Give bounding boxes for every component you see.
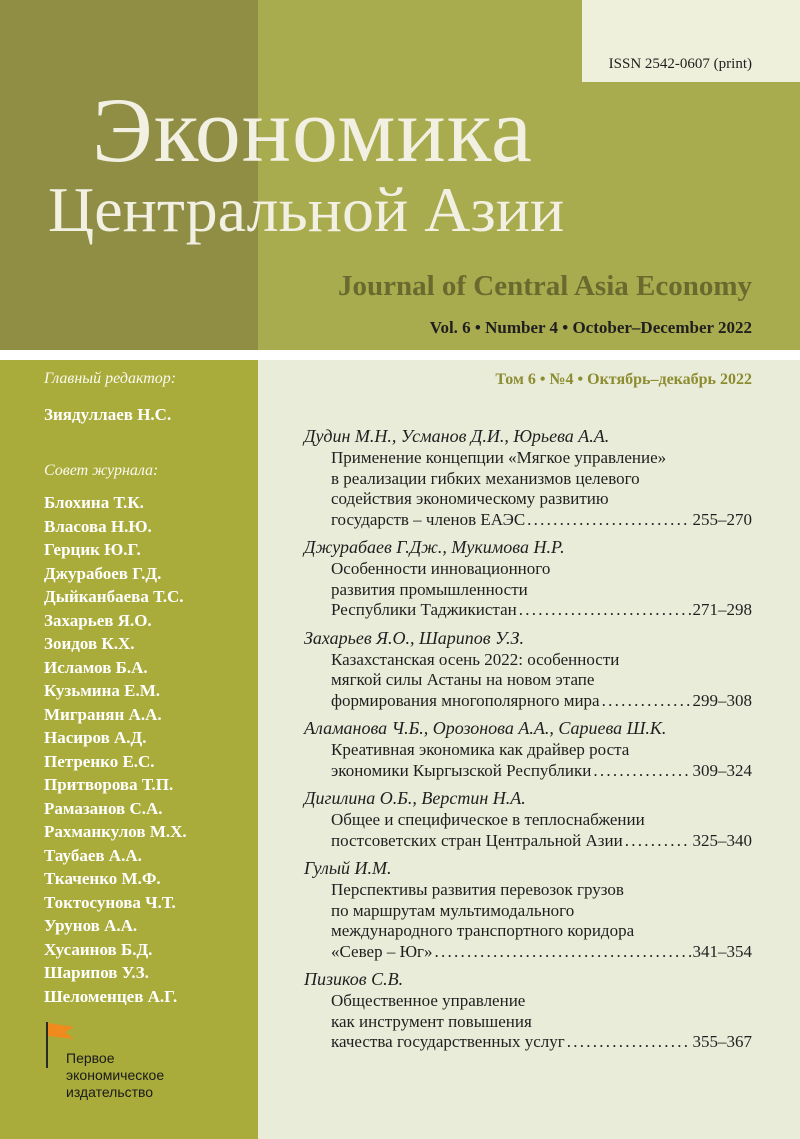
toc-title: [304, 650, 752, 712]
editor-name: Зиядуллаев Н.С.: [44, 405, 172, 424]
toc-title: [304, 559, 752, 621]
toc-title-line: развития промышленности: [331, 579, 528, 599]
issn: ISSN 2542-0607 (print): [608, 56, 752, 72]
divider: [0, 350, 800, 360]
journal-title-line2: Центральной Азии: [48, 174, 565, 245]
toc-pages: 271–298: [692, 600, 752, 619]
board-member: Мигранян А.А.: [44, 704, 162, 724]
toc-entry[interactable]: [304, 425, 752, 530]
toc-authors: Дудин М.Н., Усманов Д.И., Юрьева А.А.: [304, 426, 610, 446]
toc-title-line: Общее и специфическое в теплоснабжении: [331, 810, 645, 829]
toc-dot-leader: [593, 761, 690, 782]
toc-entry[interactable]: [304, 968, 752, 1053]
volume-info-en: Vol. 6 • Number 4 • October–December 2022: [429, 318, 752, 337]
toc-title-line: содействия экономическому развитию: [331, 489, 609, 508]
board-member: Петренко Е.С.: [44, 751, 155, 771]
board-label: Совет журнала:: [44, 462, 159, 479]
board-member: Зоидов К.Х.: [44, 634, 135, 653]
toc-dot-leader: [567, 1032, 691, 1053]
toc-entry[interactable]: [304, 717, 752, 781]
board-member: Кузьмина Е.М.: [44, 681, 161, 700]
board-member: Джурабоев Г.Д.: [44, 563, 162, 583]
toc-pages: 325–340: [692, 830, 752, 850]
toc-title: [304, 810, 752, 851]
editor-label: Главный редактор:: [44, 370, 177, 387]
toc-title: [304, 740, 752, 781]
toc-authors: Пизиков С.В.: [304, 969, 404, 989]
toc-pages: 255–270: [692, 509, 752, 529]
toc-entry[interactable]: [304, 536, 752, 621]
toc-title-last-line: [331, 942, 752, 963]
toc-title: [304, 880, 752, 962]
toc-title-line: как инструмент повышения: [331, 1011, 532, 1031]
board-member: Рахманкулов М.Х.: [44, 822, 187, 841]
toc-title-last-line: [331, 1032, 752, 1053]
toc-title-line: международного транспортного коридора: [331, 921, 635, 940]
board-member: Исламов Б.А.: [44, 657, 148, 677]
publisher-line: Первое: [66, 1050, 115, 1066]
toc-title-line: постсоветских стран Центральной Азии: [331, 830, 623, 850]
table-of-contents: [304, 425, 752, 1059]
publisher-line: экономическое: [66, 1067, 165, 1083]
toc-entry[interactable]: [304, 627, 752, 712]
toc-title-line: государств – членов ЕАЭС: [331, 509, 526, 529]
toc-title-line: Применение концепции «Мягкое управление»: [331, 448, 667, 467]
toc-title: [304, 448, 752, 530]
publisher-line: издательство: [66, 1084, 154, 1100]
toc-pages: 355–367: [692, 1032, 752, 1051]
toc-title-line: Перспективы развития перевозок грузов: [331, 880, 624, 899]
board-member: Шеломенцев А.Г.: [44, 986, 178, 1006]
toc-authors: Гулый И.М.: [304, 858, 392, 878]
toc-title-line: «Север – Юг»: [331, 941, 433, 961]
journal-title-line1: Экономика: [92, 79, 533, 181]
board-member: Притворова Т.П.: [44, 775, 174, 794]
toc-authors: Дигилина О.Б., Верстин Н.А.: [304, 788, 526, 808]
toc-title-last-line: [331, 510, 752, 531]
toc-title-line: мягкой силы Астаны на новом этапе: [331, 670, 595, 689]
board-member: Дыйканбаева Т.С.: [44, 587, 184, 606]
toc-authors: Джурабаев Г.Дж., Мукимова Н.Р.: [304, 537, 565, 557]
board-list: [44, 491, 187, 1008]
toc-dot-leader: [435, 942, 691, 963]
board-member: Ткаченко М.Ф.: [44, 869, 161, 888]
toc-title-last-line: [331, 761, 752, 782]
toc-authors: Захарьев Я.О., Шарипов У.З.: [304, 627, 524, 648]
toc-dot-leader: [625, 831, 691, 852]
toc-title-line: в реализации гибких механизмов целевого: [331, 468, 640, 488]
board-member: Захарьев Я.О.: [44, 610, 152, 630]
toc-authors: Аламанова Ч.Б., Орозонова А.А., Сариева Ш.К.: [304, 718, 667, 738]
toc-title-last-line: [331, 691, 752, 712]
board-member: Урунов А.А.: [44, 916, 138, 935]
toc-title-line: формирования многополярного мира: [331, 690, 600, 710]
toc-dot-leader: [527, 510, 690, 531]
toc-title-line: Республики Таджикистан: [331, 600, 517, 619]
board-member: Шарипов У.З.: [44, 963, 149, 982]
board-member: Токтосунова Ч.Т.: [44, 892, 176, 912]
board-member: Насиров А.Д.: [44, 728, 147, 747]
board-member: Герцик Ю.Г.: [44, 540, 141, 559]
board-member: Таубаев А.А.: [44, 845, 142, 865]
toc-title-line: Креативная экономика как драйвер роста: [331, 740, 630, 759]
volume-info-ru: Том 6 • №4 • Октябрь–декабрь 2022: [495, 371, 752, 388]
toc-title-last-line: [331, 831, 752, 852]
toc-dot-leader: [519, 600, 691, 621]
toc-title-line: Казахстанская осень 2022: особенности: [331, 649, 620, 669]
toc-pages: 309–324: [692, 760, 752, 780]
journal-title-en: Journal of Central Asia Economy: [337, 270, 752, 302]
toc-entry[interactable]: [304, 857, 752, 962]
board-member: Блохина Т.К.: [44, 493, 144, 512]
toc-pages: 341–354: [692, 941, 752, 961]
toc-dot-leader: [602, 691, 691, 712]
publisher-name: [66, 1050, 164, 1101]
toc-title-line: экономики Кыргызской Республики: [331, 760, 592, 780]
board-member: Власова Н.Ю.: [44, 516, 152, 536]
toc-entry[interactable]: [304, 787, 752, 851]
toc-title-line: Общественное управление: [331, 991, 526, 1010]
board-member: Рамазанов С.А.: [44, 798, 163, 818]
board-member: Хусаинов Б.Д.: [44, 939, 153, 959]
toc-title-last-line: [331, 600, 752, 621]
toc-title-line: Особенности инновационного: [331, 559, 551, 578]
toc-title-line: по маршрутам мультимодального: [331, 900, 575, 920]
toc-pages: 299–308: [692, 690, 752, 710]
toc-title: [304, 991, 752, 1053]
toc-title-line: качества государственных услуг: [331, 1032, 565, 1051]
